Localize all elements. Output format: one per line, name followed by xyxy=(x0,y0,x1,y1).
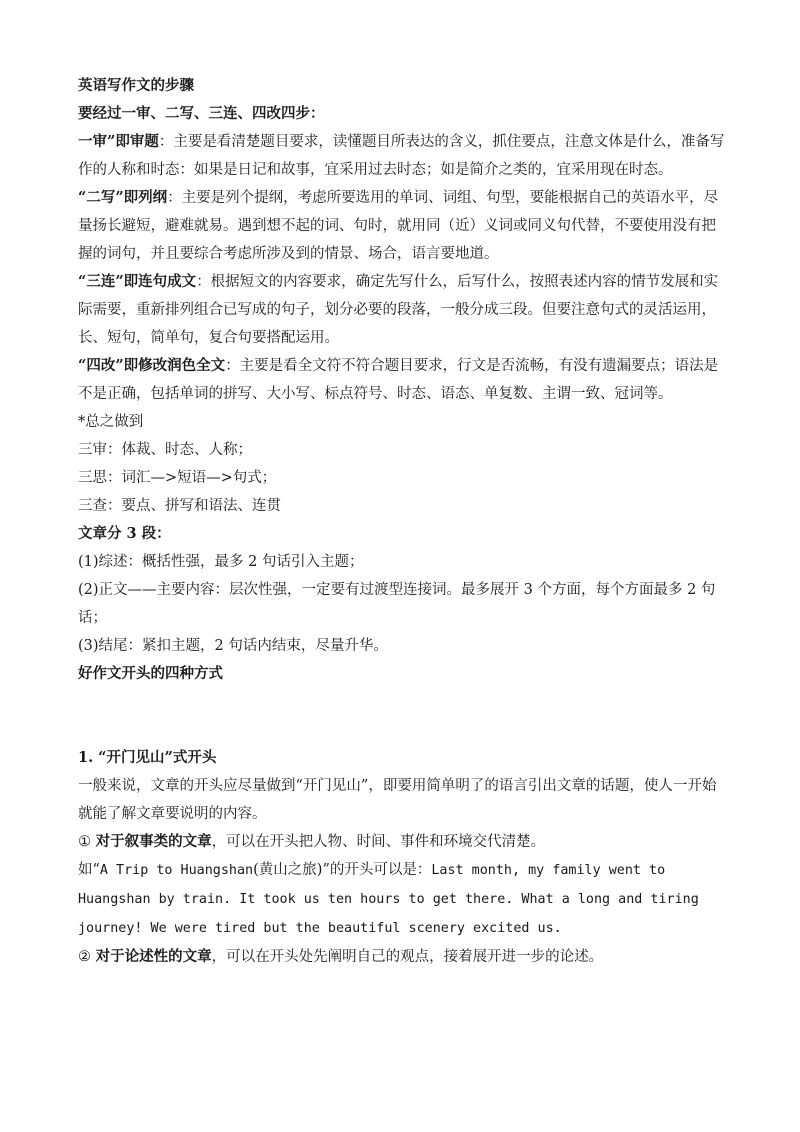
step-1 xyxy=(78,128,728,184)
summary-line: 三审：体裁、时态、人称； xyxy=(78,442,252,458)
document-page xyxy=(78,72,728,971)
summary-head: *总之做到 xyxy=(78,414,144,430)
step-3-label: “三连”即连句成文 xyxy=(78,273,197,290)
point-1-rest: ，可以在开头把人物、时间、事件和环境交代清楚。 xyxy=(211,834,546,850)
example-mid: ”的开头可以是： xyxy=(322,862,432,878)
step-4-text: ：主要是看全文符不符合题目要求，行文是否流畅，有没有遗漏要点；语法是不是正确，包括单词的拼写、大小写、标点符号、时态、语态、单复数、主谓一致、冠词等。 xyxy=(78,358,719,402)
point-2-rest: ，可以在开头处先阐明自己的观点，接着展开进一步的论述。 xyxy=(211,949,604,965)
step-4-label: “四改”即修改润色全文 xyxy=(78,357,226,374)
summary-line: 三查：要点、拼写和语法、连贯 xyxy=(78,498,281,514)
point-2-bold: 对于论述性的文章 xyxy=(95,948,212,965)
step-2-text: ：主要是列个提纲，考虑所要选用的单词、词组、句型，要能根据自己的英语水平，尽量扬长避短，避难就易。遇到想不起的词、句时，就用同（近）义词或同义句代替，不要使用没有把握的词句，并且要综合考虑所涉及到的情景、场合，语言要地道。 xyxy=(78,190,719,262)
structure-head: 文章分 3 段： xyxy=(78,525,171,542)
doc-title: 英语写作文的步骤 xyxy=(78,77,194,94)
structure-item: (1)综述：概括性强，最多 2 句话引入主题； xyxy=(78,554,364,570)
structure-item: (3)结尾：紧扣主题，2 句话内结束，尽量升华。 xyxy=(78,638,388,654)
step-3 xyxy=(78,268,728,352)
structure-item: (2)正文——主要内容：层次性强，一定要有过渡型连接词。最多展开 3 个方面，每个方面最多 2 句话； xyxy=(78,582,716,626)
example-text: Last month, my family went to Huangshan by train. It took us ten hours to get there. What a long and tiring journey! We were tired but the beautiful scenery excited us. xyxy=(78,863,699,936)
example-cn: (黄山之旅) xyxy=(253,862,323,878)
spacer xyxy=(78,688,728,744)
intro-paragraph: 一般来说，文章的开头应尽量做到“开门见山”，即要用简单明了的语言引出文章的话题，使人一开始就能了解文章要说明的内容。 xyxy=(78,778,717,822)
example-lead: 如“ xyxy=(78,862,100,878)
example-paragraph xyxy=(78,856,728,943)
step-2-label: “二写”即列纲 xyxy=(78,189,168,206)
step-1-label: 一审”即审题 xyxy=(78,133,159,150)
summary-line: 三思：词汇—>短语—>句式； xyxy=(78,470,277,486)
point-1 xyxy=(78,828,728,856)
step-2 xyxy=(78,184,728,268)
point-2-number: ② xyxy=(78,949,91,965)
step-4 xyxy=(78,352,728,408)
subsection-title: 1. “开门见山”式开头 xyxy=(78,749,217,766)
step-3-text: ：根据短文的内容要求，确定先写什么，后写什么，按照表述内容的情节发展和实际需要，重新排列组合已写成的句子，划分必要的段落，一般分成三段。但要注意句式的灵活运用，长、短句，简单句，复合句要搭配运用。 xyxy=(78,274,719,346)
steps-intro: 要经过一审、二写、三连、四改四步： xyxy=(78,105,325,122)
example-title: A Trip to Huangshan xyxy=(99,863,254,878)
point-1-bold: 对于叙事类的文章 xyxy=(95,833,212,850)
section-title: 好作文开头的四种方式 xyxy=(78,665,223,682)
point-1-number: ① xyxy=(78,834,91,850)
point-2 xyxy=(78,943,728,971)
step-1-text: ：主要是看清楚题目要求，读懂题目所表达的含义，抓住要点，注意文体是什么，准备写作的人称和时态：如果是日记和故事，宜采用过去时态；如是简介之类的，宜采用现在时态。 xyxy=(78,134,725,178)
